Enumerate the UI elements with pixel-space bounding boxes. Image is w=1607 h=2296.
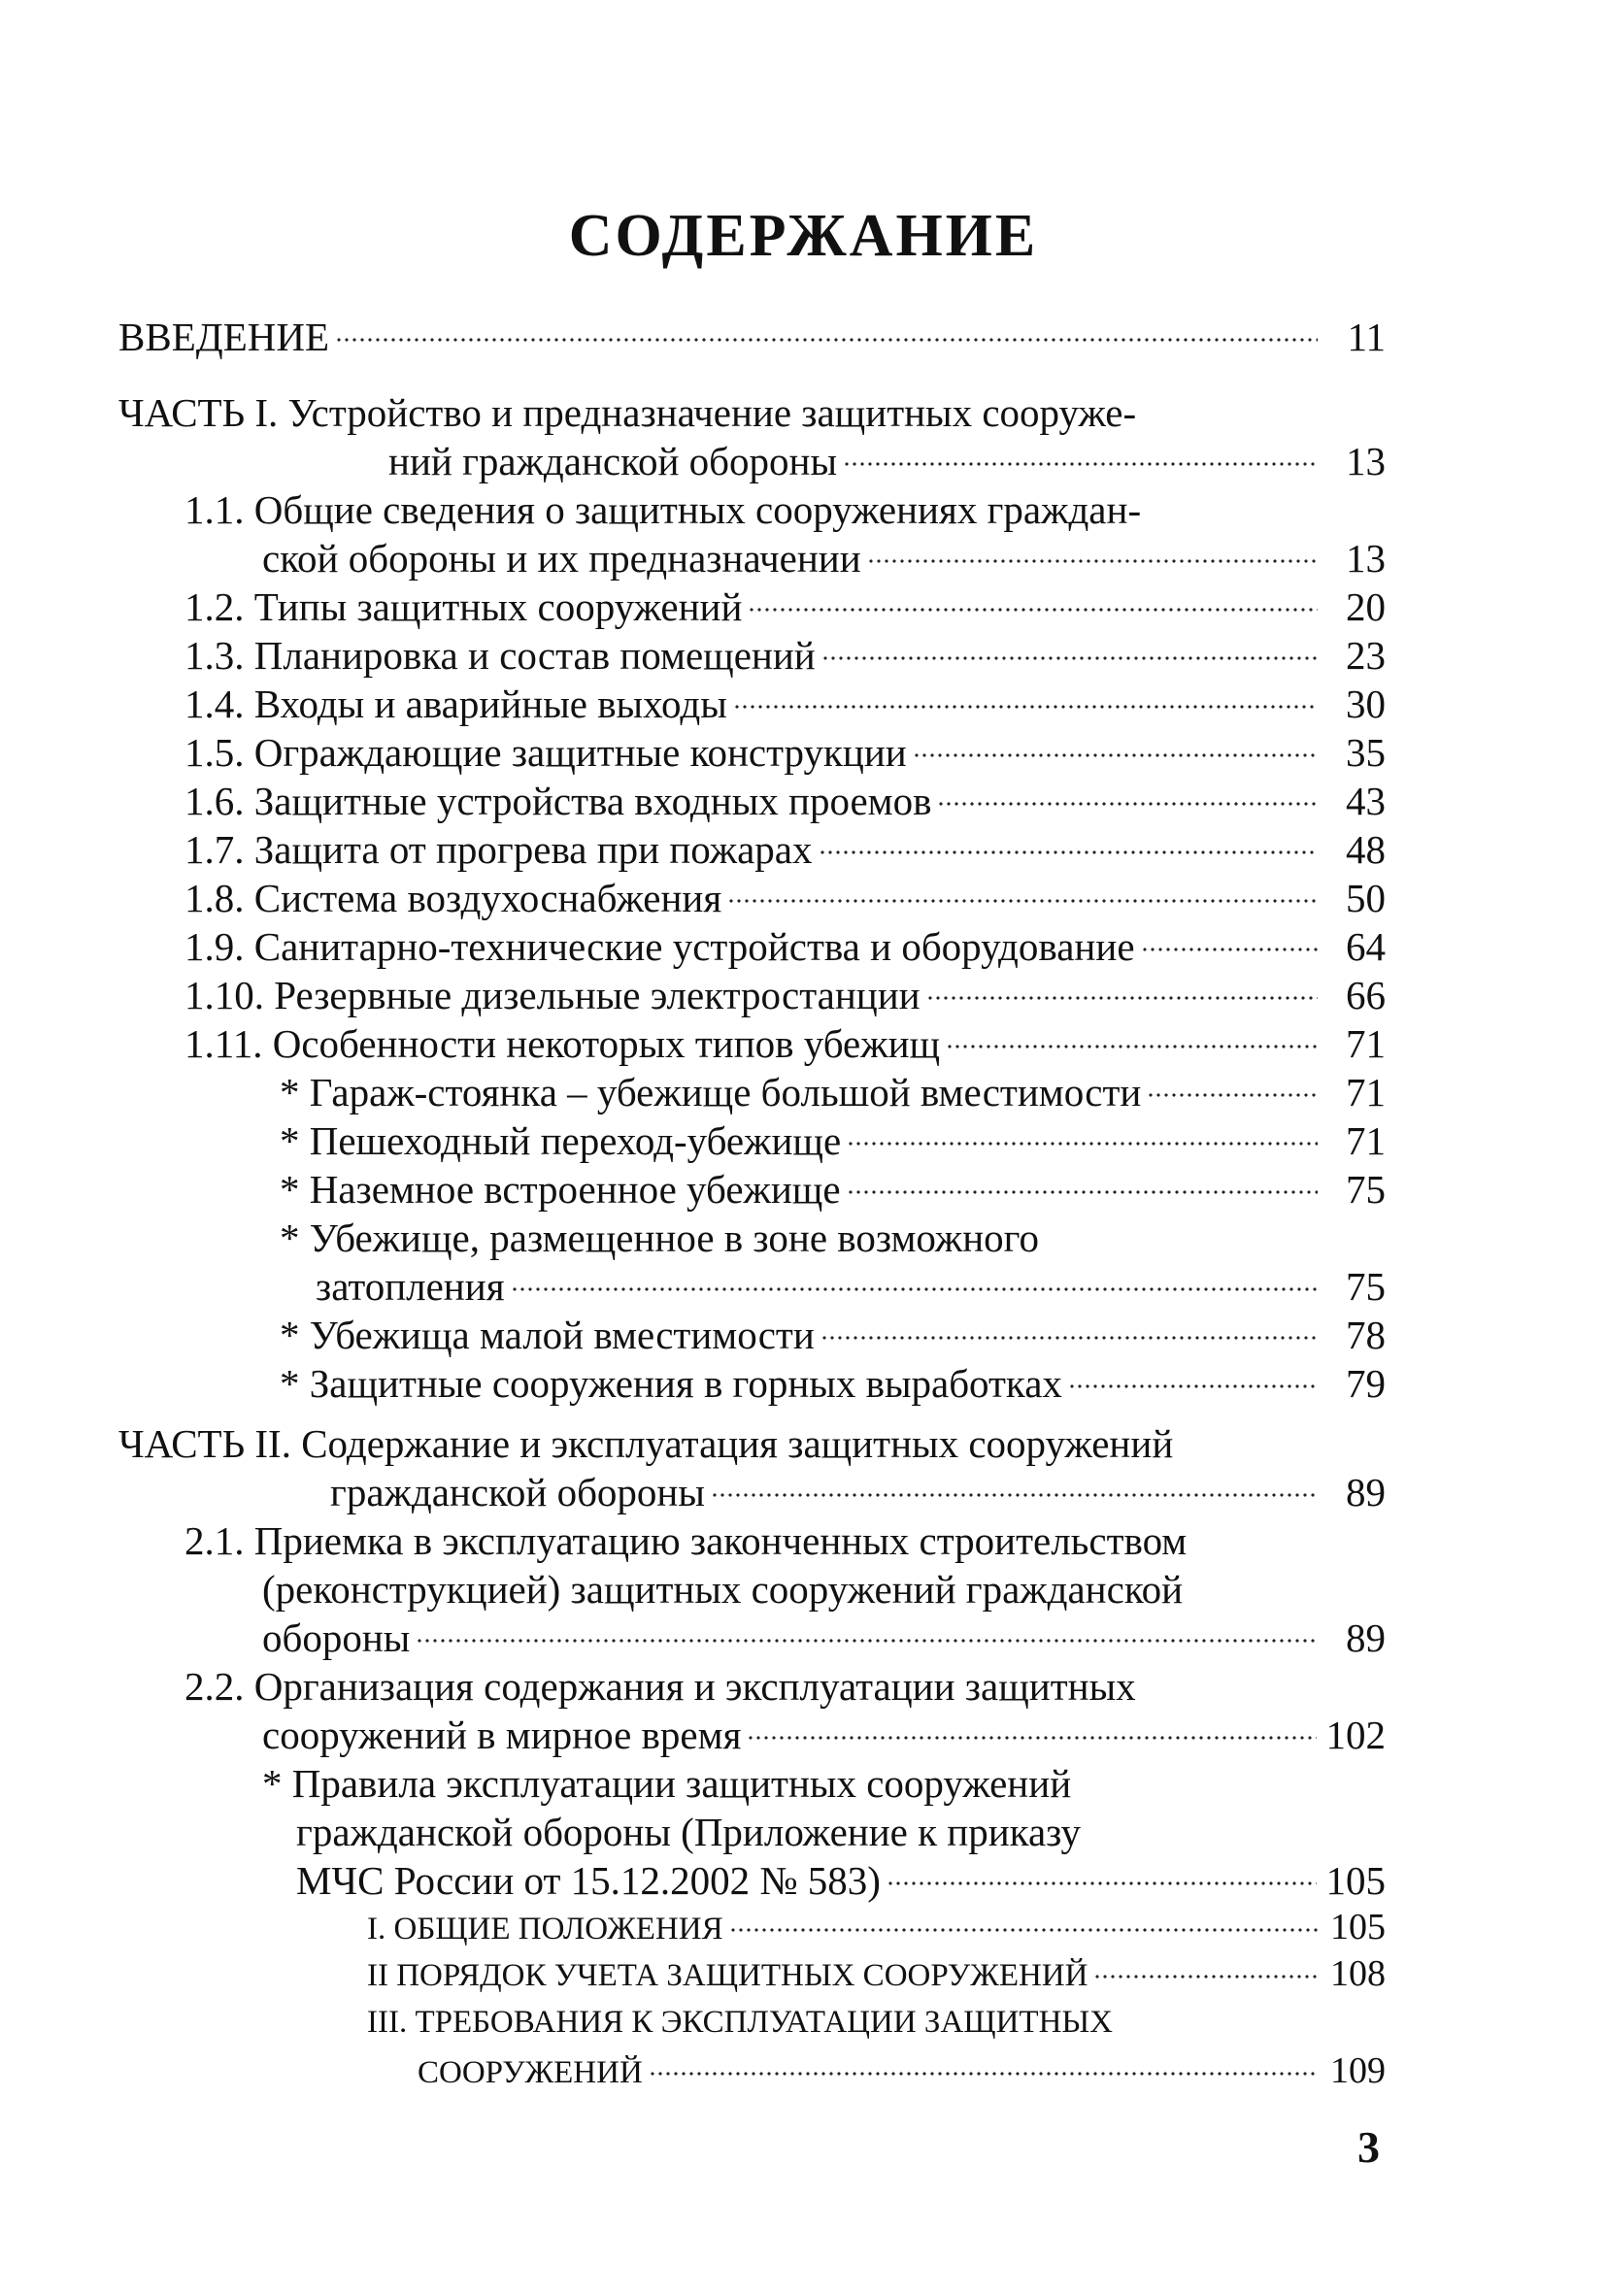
dot-leader bbox=[711, 1491, 1318, 1503]
entry-text: * Защитные сооружения в горных выработках bbox=[280, 1361, 1062, 1406]
toc-entry bbox=[184, 1662, 1386, 1711]
toc-entry bbox=[280, 1214, 1386, 1262]
toc-entry bbox=[280, 1359, 1386, 1408]
entry-page: 48 bbox=[1346, 827, 1386, 872]
entry-page: 43 bbox=[1346, 779, 1386, 823]
entry-page: 20 bbox=[1346, 584, 1386, 629]
entry-page: 71 bbox=[1346, 1070, 1386, 1115]
toc-entry bbox=[184, 680, 1386, 728]
entry-page: 105 bbox=[1325, 1858, 1386, 1903]
toc-entry bbox=[118, 388, 1386, 437]
entry-page: 71 bbox=[1346, 1118, 1386, 1163]
toc-entry bbox=[280, 1068, 1386, 1116]
entry-text: 1.9. Санитарно-технические устройства и оборудование bbox=[184, 924, 1135, 969]
entry-page: 13 bbox=[1346, 439, 1386, 483]
entry-text: затопления bbox=[316, 1264, 505, 1309]
dot-leader bbox=[727, 897, 1318, 909]
dot-leader bbox=[937, 800, 1318, 812]
toc-entry bbox=[262, 1565, 1386, 1614]
toc-entry bbox=[280, 1116, 1386, 1165]
entry-page: 66 bbox=[1346, 973, 1386, 1017]
entry-page: 71 bbox=[1346, 1021, 1386, 1066]
entry-page: 13 bbox=[1346, 536, 1386, 581]
entry-text: (реконструкцией) защитных сооружений гражданской bbox=[262, 1567, 1184, 1612]
toc-entry bbox=[388, 437, 1386, 485]
entry-text: МЧС России от 15.12.2002 № 583) bbox=[296, 1858, 881, 1903]
dot-leader bbox=[1147, 1091, 1318, 1103]
toc-entry bbox=[367, 1903, 1386, 1951]
entry-text: I. ОБЩИЕ ПОЛОЖЕНИЯ bbox=[367, 1912, 723, 1947]
entry-text: 1.2. Типы защитных сооружений bbox=[184, 584, 743, 629]
entry-text: ской обороны и их предназначении bbox=[262, 536, 861, 581]
dot-leader bbox=[867, 557, 1318, 569]
toc-entry bbox=[118, 313, 1386, 361]
entry-text: ний гражданской обороны bbox=[388, 439, 837, 483]
toc-entry bbox=[184, 777, 1386, 825]
toc-entry bbox=[262, 1614, 1386, 1662]
toc-entry bbox=[184, 1019, 1386, 1068]
toc-entry bbox=[184, 1516, 1386, 1565]
toc-entry bbox=[184, 582, 1386, 631]
dot-leader bbox=[847, 1188, 1318, 1200]
toc-entry bbox=[280, 1165, 1386, 1214]
toc-entry bbox=[118, 1419, 1386, 1468]
toc-entry bbox=[316, 1262, 1386, 1311]
dot-leader bbox=[733, 703, 1318, 715]
dot-leader bbox=[821, 654, 1318, 666]
entry-text: 1.5. Ограждающие защитные конструкции bbox=[184, 730, 907, 775]
entry-text: * Гараж-стоянка – убежище большой вместимости bbox=[280, 1070, 1142, 1115]
dot-leader bbox=[847, 1140, 1318, 1151]
dot-leader bbox=[335, 336, 1318, 348]
toc-entry bbox=[262, 1711, 1386, 1759]
dot-leader bbox=[887, 1880, 1317, 1891]
page-title: СОДЕРЖАНИЕ bbox=[568, 203, 1039, 269]
toc-entry bbox=[296, 1808, 1386, 1856]
entry-page: 50 bbox=[1346, 876, 1386, 920]
entry-text: II ПОРЯДОК УЧЕТА ЗАЩИТНЫХ СООРУЖЕНИЙ bbox=[367, 1958, 1088, 1993]
dot-leader bbox=[747, 1734, 1316, 1746]
entry-page: 108 bbox=[1330, 1953, 1386, 1994]
toc-entry bbox=[184, 922, 1386, 971]
entry-page: 89 bbox=[1346, 1470, 1386, 1514]
entry-text: * Пешеходный переход-убежище bbox=[280, 1118, 842, 1163]
dot-leader bbox=[819, 849, 1319, 860]
page-number: 3 bbox=[1357, 2122, 1380, 2172]
entry-page: 79 bbox=[1346, 1361, 1386, 1406]
dot-leader bbox=[913, 751, 1318, 763]
toc-entry bbox=[296, 1856, 1386, 1905]
entry-page: 30 bbox=[1346, 682, 1386, 726]
toc-entry bbox=[184, 971, 1386, 1019]
toc-entry bbox=[184, 631, 1386, 680]
toc-entry bbox=[184, 728, 1386, 777]
entry-page: 102 bbox=[1325, 1713, 1386, 1757]
entry-page: 105 bbox=[1330, 1907, 1386, 1947]
dot-leader bbox=[729, 1926, 1318, 1938]
dot-leader bbox=[946, 1043, 1318, 1054]
entry-text: СООРУЖЕНИЙ bbox=[418, 2055, 643, 2090]
entry-text: ЧАСТЬ I. Устройство и предназначение защитных сооруже- bbox=[118, 390, 1137, 435]
dot-leader bbox=[748, 606, 1318, 617]
entry-text: 1.10. Резервные дизельные электростанции bbox=[184, 973, 921, 1017]
entry-page: 89 bbox=[1346, 1615, 1386, 1660]
toc-entry bbox=[367, 1998, 1386, 2046]
toc-entry bbox=[418, 2046, 1386, 2095]
dot-leader bbox=[1141, 946, 1318, 957]
dot-leader bbox=[511, 1285, 1318, 1297]
entry-page: 78 bbox=[1346, 1313, 1386, 1357]
toc-entry bbox=[280, 1311, 1386, 1359]
entry-text: гражданской обороны bbox=[330, 1470, 705, 1514]
entry-text: 1.3. Планировка и состав помещений bbox=[184, 633, 816, 678]
entry-page: 64 bbox=[1346, 924, 1386, 969]
entry-text: 2.2. Организация содержания и эксплуатации защитных bbox=[184, 1664, 1136, 1709]
entry-text: гражданской обороны (Приложение к приказу bbox=[296, 1810, 1082, 1854]
dot-leader bbox=[1068, 1382, 1318, 1394]
entry-text: 1.1. Общие сведения о защитных сооружениях граждан- bbox=[184, 487, 1142, 532]
entry-text: 1.4. Входы и аварийные выходы bbox=[184, 682, 727, 726]
entry-text: * Убежище, размещенное в зоне возможного bbox=[280, 1215, 1039, 1260]
entry-text: 1.6. Защитные устройства входных проемов bbox=[184, 779, 932, 823]
toc-entry bbox=[330, 1468, 1386, 1516]
entry-page: 35 bbox=[1346, 730, 1386, 775]
entry-text: обороны bbox=[262, 1615, 411, 1660]
entry-page: 23 bbox=[1346, 633, 1386, 678]
entry-page: 75 bbox=[1346, 1167, 1386, 1212]
entry-text: ЧАСТЬ II. Содержание и эксплуатация защитных сооружений bbox=[118, 1421, 1174, 1466]
toc-entry bbox=[262, 1759, 1386, 1808]
entry-text: 2.1. Приемка в эксплуатацию законченных строительством bbox=[184, 1518, 1188, 1563]
toc-entry bbox=[262, 534, 1386, 582]
entry-text: * Наземное встроенное убежище bbox=[280, 1167, 841, 1212]
entry-text: 1.7. Защита от прогрева при пожарах bbox=[184, 827, 813, 872]
entry-text: * Убежища малой вместимости bbox=[280, 1313, 815, 1357]
toc-entry bbox=[184, 874, 1386, 922]
entry-text: ВВЕДЕНИЕ bbox=[118, 315, 330, 359]
dot-leader bbox=[649, 2070, 1318, 2081]
dot-leader bbox=[843, 460, 1318, 472]
dot-leader bbox=[1093, 1973, 1318, 1984]
toc-entry bbox=[184, 485, 1386, 534]
toc-entry bbox=[367, 1949, 1386, 1998]
entry-text: сооружений в мирное время bbox=[262, 1713, 742, 1757]
entry-page: 11 bbox=[1347, 315, 1386, 359]
toc-entry bbox=[184, 825, 1386, 874]
dot-leader bbox=[926, 994, 1318, 1006]
entry-text: 1.11. Особенности некоторых типов убежищ bbox=[184, 1021, 941, 1066]
entry-text: * Правила эксплуатации защитных сооружений bbox=[262, 1761, 1072, 1806]
dot-leader bbox=[820, 1334, 1318, 1346]
entry-text: 1.8. Система воздухоснабжения bbox=[184, 876, 722, 920]
dot-leader bbox=[416, 1637, 1318, 1648]
entry-page: 75 bbox=[1346, 1264, 1386, 1309]
entry-text: III. ТРЕБОВАНИЯ К ЭКСПЛУАТАЦИИ ЗАЩИТНЫХ bbox=[367, 2005, 1114, 2040]
entry-page: 109 bbox=[1330, 2050, 1386, 2091]
